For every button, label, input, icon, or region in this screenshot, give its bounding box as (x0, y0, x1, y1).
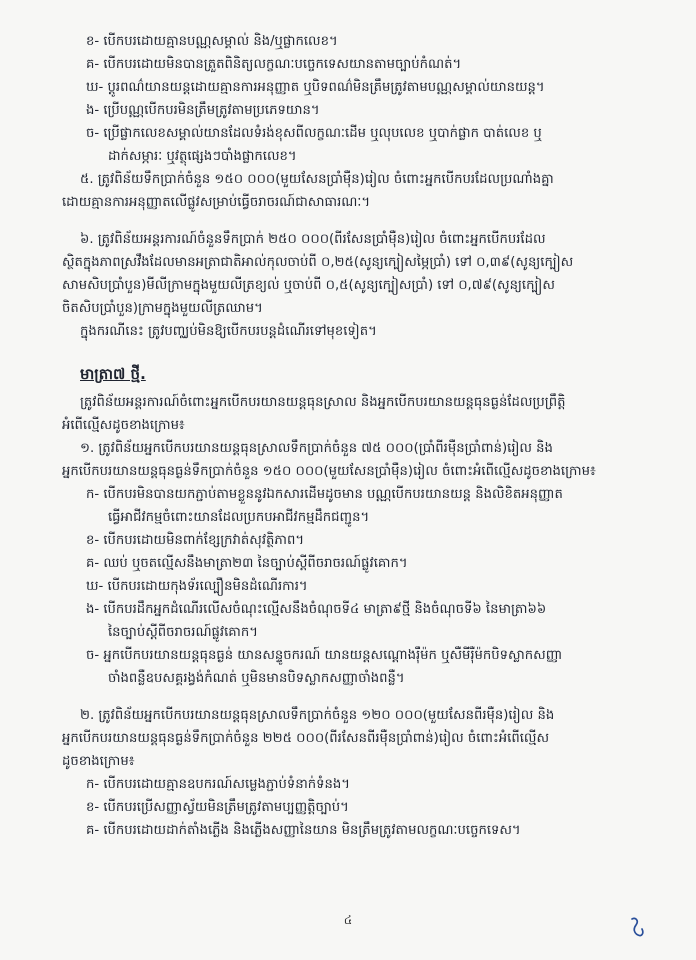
article-7-intro-continued: អំពើល្មើសដូចខាងក្រោម៖ (62, 418, 185, 433)
paragraph-6-line-3: សាមសិបប្រាំបួន)មីលីក្រាមក្នុងមួយលីត្រខ្យល់ ឬចាប់ពី ០,៥(សូន្យក្បៀសប្រាំ) ទៅ ០,៧៩(សូន្យក្បៀស (62, 278, 555, 293)
section-1-item-ko: គ- ឈប់ ឬចតល្មើសនឹងមាត្រា២៣ នៃច្បាប់ស្តីពីចរាចរណ៍ផ្លូវគោក។ (86, 556, 408, 571)
list-item-kho: ឃ- ប្តូរពណ៌យានយន្តដោយគ្មានការអនុញ្ញាត ឬបិទពណ៌មិនត្រឹមត្រូវតាមបណ្ណសម្គាល់យានយន្ត។ (86, 80, 545, 95)
list-item-cha: ច- ប្រើផ្លាកលេខសម្គាល់យានដែលទំរង់ខុសពីលក្ខណៈដើម ឬលុបលេខ ឬបាក់ផ្លាក បាត់លេខ ឬ (86, 126, 542, 141)
section-2-line-3: ដូចខាងក្រោម៖ (62, 754, 135, 769)
section-1-item-kho: ឃ- បើកបរដោយកុងទ័រល្បឿនមិនដំណើរការ។ (86, 579, 308, 594)
section-1-item-ka: ក- បើកបរមិនបានយកភ្ជាប់តាមខ្លួននូវឯកសារដើមដូចមាន បណ្ណបើកបរយានយន្ត និងលិខិតអនុញ្ញាត (86, 487, 563, 502)
paragraph-6: ៦. ត្រូវពិន័យអន្តរការណ៍ចំនួនទឹកប្រាក់ ២៥០ ០០០(ពីរសែនប្រាំម៉ឺន)រៀល ចំពោះអ្នកបើកបរដែល (80, 232, 546, 247)
paragraph-5: ៥. ត្រូវពិន័យទឹកប្រាក់ចំនួន ១៥០ ០០០(មួយសែនប្រាំម៉ឺន)រៀល ចំពោះអ្នកបើកបរដែលប្រណាំងគ្នា (80, 172, 554, 187)
section-1-item-cha-continued: ចាំងពន្លឺឧបសគ្គរង្វង់កំណត់ ឬមិនមានបិទស្លាកសញ្ញាចាំងពន្លឺ។ (108, 671, 405, 686)
section-1-item-cha: ច- អ្នកបើកបរយានយន្តធុនធ្ងន់ យានសន្ទូចករណ៍ យានយន្តសណ្តោងរ៉ឺម៉ក ឬសឺមីរ៉ឺម៉កបិទស្លាកសញ្ញា (86, 648, 563, 663)
section-2-item-ka: ក- បើកបរដោយគ្មានឧបករណ៍សម្លេងភ្ជាប់ទំនាក់ទំនង។ (86, 777, 350, 792)
section-1-item-kha: ខ- បើកបរដោយមិនពាក់ខ្សែក្រវាត់សុវត្ថិភាព។ (86, 533, 305, 548)
paragraph-5-continued: ដោយគ្មានការអនុញ្ញាតលើផ្លូវសម្រាប់ធ្វើចរាចរណ៍ជាសាធារណៈ។ (62, 195, 371, 210)
section-2-line-2: អ្នកបើកបរយានយន្តធុនធ្ងន់ទឹកប្រាក់ចំនួន ២២៥ ០០០(ពីរសែនពីរម៉ឺនប្រាំពាន់)រៀល ចំពោះអំពើល្មើស (62, 731, 550, 746)
section-1: ១. ត្រូវពិន័យអ្នកបើកបរយានយន្តធុនស្រាលទឹកប្រាក់ចំនួន ៧៥ ០០០(ប្រាំពីរម៉ឺនប្រាំពាន់)រៀល និង (80, 441, 553, 456)
section-1-item-ngo: ង- បើកបរដឹកអ្នកដំណើរលើសចំណុះល្មើសនឹងចំណុចទី៤ មាត្រា៩ថ្មី និងចំណុចទី៦ នៃមាត្រា៦៦ (86, 602, 547, 617)
paragraph-6-note: ក្នុងករណីនេះ ត្រូវបញ្ឈប់មិនឱ្យបើកបរបន្តដំណើរទៅមុខទៀត។ (80, 324, 377, 339)
page-number: ៤ (343, 913, 353, 927)
article-7-heading: មាត្រា៧ ថ្មី. (80, 365, 146, 383)
list-item-cha-continued: ដាក់សម្ភារៈ ឬវត្ថុផ្សេងៗបាំងផ្លាកលេខ។ (108, 149, 297, 164)
section-2-item-ko: គ- បើកបរដោយដាក់តាំងភ្លើង និងភ្លើងសញ្ញានៃយាន មិនត្រឹមត្រូវតាមលក្ខណៈបច្ចេកទេស។ (86, 823, 521, 838)
paragraph-6-line-4: ចិតសិបប្រាំបួន)ក្រាមក្នុងមួយលីត្រឈាម។ (62, 301, 263, 316)
paragraph-6-line-2: ស្ថិតក្នុងភាពស្រវឹងដែលមានអត្រាជាតិអាល់កុលចាប់ពី ០,២៥(សូន្យក្បៀសម្ភៃប្រាំ) ទៅ ០,៣៩(សូន្យក្បៀស (62, 255, 574, 270)
section-1-item-ka-continued: ធ្វើអាជីវកម្មចំពោះយានដែលប្រកបអាជីវកម្មដឹកជញ្ជូន។ (108, 510, 370, 525)
article-7-intro: ត្រូវពិន័យអន្តរការណ៍ចំពោះអ្នកបើកបរយានយន្តធុនស្រាល និងអ្នកបើកបរយានយន្តធុនធ្ងន់ដែលប្រព្រឹត្តិ (80, 395, 566, 410)
list-item-ko: គ- បើកបរដោយមិនបានត្រួតពិនិត្យលក្ខណៈបច្ចេកទេសយានតាមច្បាប់កំណត់។ (86, 57, 462, 72)
list-item-kha: ខ- បើកបរដោយគ្មានបណ្ណសម្គាល់ និង/ឬផ្លាកលេខ។ (86, 34, 338, 49)
section-2: ២. ត្រូវពិន័យអ្នកបើកបរយានយន្តធុនស្រាលទឹកប្រាក់ចំនួន ១២០ ០០០(មួយសែនពីរម៉ឺន)រៀល និង (80, 708, 555, 723)
section-2-item-kha: ខ- បើកបរប្រើសញ្ញាស្វ័យមិនត្រឹមត្រូវតាមប្បញ្ញត្តិច្បាប់។ (86, 800, 349, 815)
list-item-ngo: ង- ប្រើបណ្ណបើកបរមិនត្រឹមត្រូវតាមប្រភេទយាន។ (86, 103, 320, 118)
section-1-continued: អ្នកបើកបរយានយន្តធុនធ្ងន់ទឹកប្រាក់ចំនួន ១៥០ ០០០(មួយសែនប្រាំម៉ឺន)រៀល ចំពោះអំពើល្មើសដូចខាងក្រោម៖ (62, 464, 596, 479)
section-1-item-ngo-continued: នៃច្បាប់ស្តីពីចរាចរណ៍ផ្លូវគោក។ (108, 625, 258, 640)
handwritten-initial-mark (628, 915, 648, 941)
